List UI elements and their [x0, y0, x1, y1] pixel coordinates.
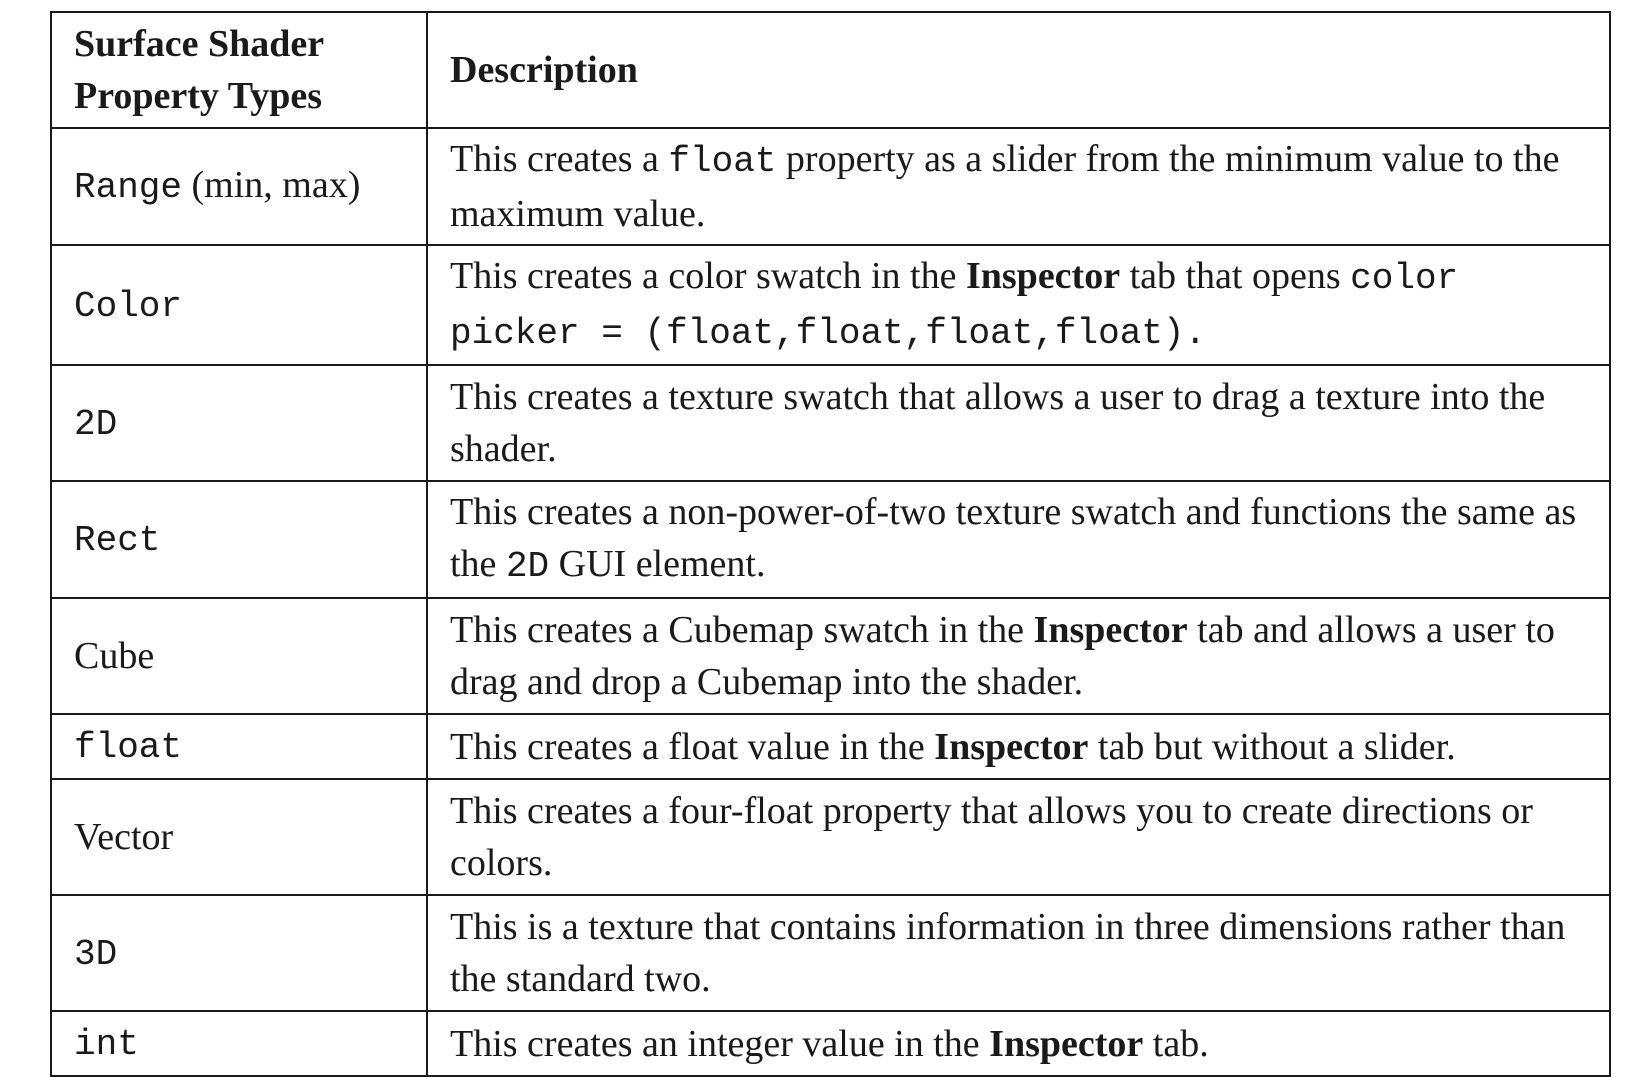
property-type-text: Cube [74, 635, 155, 677]
property-type-cell [51, 895, 427, 1011]
table-row [51, 714, 1610, 779]
description-emphasis: Inspector [965, 255, 1121, 297]
description-cell [427, 714, 1610, 779]
description-text: tab. [1143, 1022, 1209, 1065]
description-cell [427, 128, 1610, 245]
description-text: float [668, 141, 777, 182]
description-cell [427, 598, 1610, 714]
description-text: This creates an integer value in the [450, 1022, 990, 1065]
property-type-cell [51, 714, 427, 779]
description-cell [427, 779, 1610, 895]
description-cell [427, 245, 1610, 365]
property-type-cell [51, 598, 427, 714]
property-types-table [50, 11, 1611, 1077]
property-type-cell [51, 245, 427, 365]
description-text: This creates a four-float property that allows you to create directions or colors. [450, 790, 1533, 884]
property-type-text: Range [74, 167, 183, 208]
table-row [51, 128, 1610, 245]
description-emphasis: Inspector [934, 725, 1089, 768]
header-property-types: Surface Shader Property Types [51, 12, 427, 128]
table-body [51, 128, 1610, 1076]
description-text: This creates a color swatch in the [450, 255, 966, 297]
property-type-text: int [74, 1024, 139, 1065]
table-row [51, 481, 1610, 598]
description-text: This is a texture that contains information in three dimensions rather than the standard two. [450, 906, 1566, 1000]
description-cell [427, 481, 1610, 598]
description-cell [427, 365, 1610, 481]
description-text: This creates a non-power-of-two texture swatch and functions the same as the [450, 491, 1577, 585]
description-cell [427, 895, 1610, 1011]
table-header-row [51, 12, 1610, 128]
description-text: 2D [505, 546, 550, 587]
table-row [51, 598, 1610, 714]
table-row [51, 895, 1610, 1011]
description-text: This creates a [450, 138, 669, 180]
property-type-text: float [74, 727, 183, 768]
property-type-text: Rect [74, 520, 161, 561]
table-row [51, 245, 1610, 365]
property-type-cell [51, 128, 427, 245]
description-cell [427, 1011, 1610, 1076]
description-text: This creates a texture swatch that allows a user to drag a texture into the shader. [450, 376, 1546, 470]
property-type-cell [51, 481, 427, 598]
property-type-text: (min, max) [182, 164, 361, 206]
property-type-cell [51, 365, 427, 481]
property-type-text: Color [74, 285, 183, 327]
property-type-text: 2D [74, 403, 118, 445]
property-type-text: 3D [74, 933, 118, 975]
description-text: tab and allows a user to drag and drop a Cubemap into the shader. [450, 609, 1555, 703]
header-description: Description [427, 12, 1610, 128]
description-emphasis: Inspector [1033, 609, 1188, 651]
description-text: tab that opens [1120, 255, 1351, 297]
table-row [51, 779, 1610, 895]
description-emphasis: Inspector [989, 1022, 1144, 1065]
table-row [51, 365, 1610, 481]
property-type-cell [51, 1011, 427, 1076]
description-text: This creates a Cubemap swatch in the [450, 609, 1034, 651]
table-row [51, 1011, 1610, 1076]
description-text: GUI element. [549, 543, 766, 585]
property-type-text: Vector [74, 816, 174, 858]
description-text: property as a slider from the minimum value to the maximum value. [450, 138, 1560, 235]
description-text: tab but without a slider. [1088, 725, 1456, 768]
description-text: This creates a float value in the [450, 725, 935, 768]
property-type-cell [51, 779, 427, 895]
description-text: color picker = (float,float,float,float). [450, 258, 1459, 354]
